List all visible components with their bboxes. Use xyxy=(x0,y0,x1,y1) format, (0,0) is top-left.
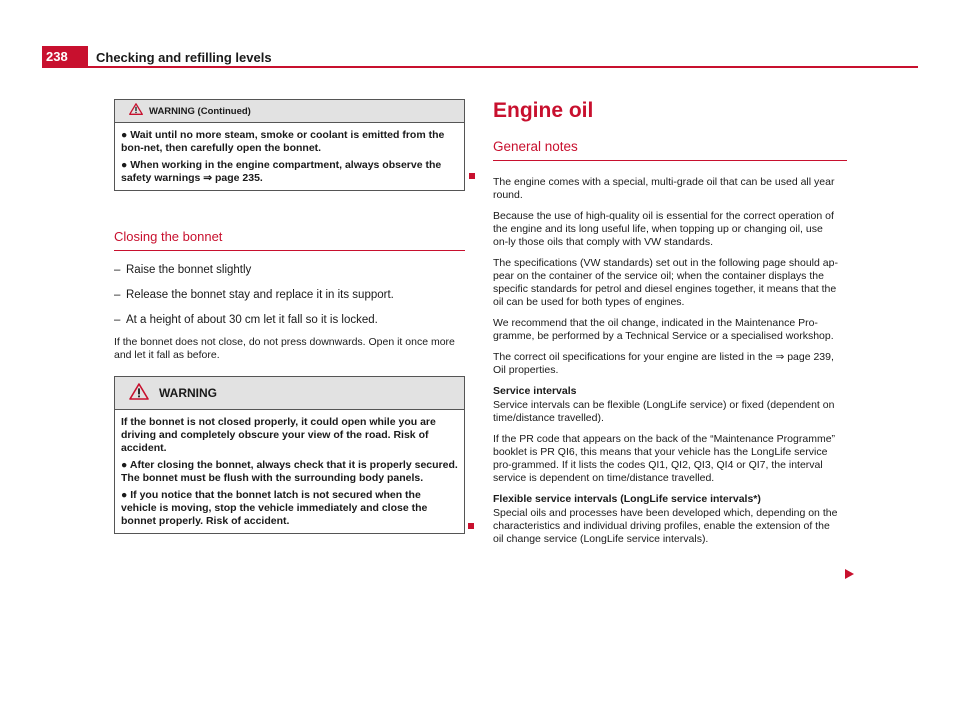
warning-title: WARNING xyxy=(159,385,217,400)
warning-body xyxy=(115,410,464,533)
flexible-intervals-label: Flexible service intervals (LongLife service intervals*) xyxy=(493,493,761,505)
warning-item: If the bonnet is not closed properly, it could open while you are driving and completely obscure your view of the road. Risk of accident. xyxy=(121,416,436,454)
engine-oil-heading: Engine oil xyxy=(493,99,594,122)
closing-bonnet-heading: Closing the bonnet xyxy=(114,229,465,251)
page-number: 238 xyxy=(46,49,68,64)
page-title: Checking and refilling levels xyxy=(96,50,272,65)
closing-steps-list xyxy=(114,263,465,327)
warning-continued-item: ● Wait until no more steam, smoke or coolant is emitted from the bon-net, then carefully open the bonnet. xyxy=(121,129,445,154)
warning-item: ● After closing the bonnet, always check that it is properly secured. The bonnet must be flush with the surrounding body panels. xyxy=(121,459,458,484)
step-item: – Raise the bonnet slightly xyxy=(114,264,252,276)
general-notes-heading: General notes xyxy=(493,139,847,161)
warning-continued-box xyxy=(114,99,465,191)
engine-oil-body xyxy=(493,176,838,546)
paragraph: The specifications (VW standards) set out in the following page should ap-pear on the container of the service oil; when the container displays the specific standards for petrol and diesel engines together, it means that the oil can be used for both types of engines. xyxy=(493,257,838,308)
warning-item: ● If you notice that the bonnet latch is not secured when the vehicle is moving, stop the vehicle immediately and close the bonnet properly. Risk of accident. xyxy=(121,489,428,527)
service-intervals-label: Service intervals xyxy=(493,385,577,397)
step-item: – Release the bonnet stay and replace it in its support. xyxy=(114,289,394,301)
warning-box xyxy=(114,376,465,534)
section-end-marker xyxy=(469,173,475,179)
paragraph: Special oils and processes have been developed which, depending on the characteristics and individual driving profiles, enable the extension of the oil change service (LongLife service intervals). xyxy=(493,507,838,545)
paragraph: The correct oil specifications for your engine are listed in the ⇒ page 239, Oil properties. xyxy=(493,351,834,376)
paragraph: We recommend that the oil change, indicated in the Maintenance Pro-gramme, be performed by a Technical Service or a specialised workshop. xyxy=(493,317,834,342)
closing-bonnet-section xyxy=(114,229,465,362)
left-column xyxy=(114,99,465,534)
warning-triangle-icon xyxy=(129,383,149,403)
warning-continued-body xyxy=(115,123,464,190)
warning-continued-item: ● When working in the engine compartment, always observe the safety warnings ⇒ page 235. xyxy=(121,159,442,184)
right-column xyxy=(493,99,853,554)
header-rule xyxy=(88,66,918,68)
closing-note: If the bonnet does not close, do not press downwards. Open it once more and let it fall as before. xyxy=(114,336,455,361)
paragraph: If the PR code that appears on the back of the “Maintenance Programme” booklet is PR QI6, this means that your vehicle has the LongLife service pro-grammed. If it lists the codes QI1, QI2, QI3, QI4 or QI7, the interval service is dependent on time/distance travelled. xyxy=(493,433,836,484)
warning-continued-header xyxy=(115,100,464,123)
continue-arrow-icon xyxy=(845,566,854,584)
warning-continued-title: WARNING (Continued) xyxy=(149,105,251,117)
paragraph: The engine comes with a special, multi-grade oil that can be used all year round. xyxy=(493,176,835,201)
warning-triangle-icon xyxy=(129,103,143,119)
warning-header xyxy=(115,377,464,410)
paragraph: Service intervals can be flexible (LongLife service) or fixed (dependent on time/distance travelled). xyxy=(493,399,835,424)
paragraph: Because the use of high-quality oil is essential for the correct operation of the engine and its long useful life, when topping up or changing oil, use on-ly those oils that comply with VW standards. xyxy=(493,210,834,248)
step-item: – At a height of about 30 cm let it fall so it is locked. xyxy=(114,314,378,326)
section-end-marker xyxy=(468,523,474,529)
